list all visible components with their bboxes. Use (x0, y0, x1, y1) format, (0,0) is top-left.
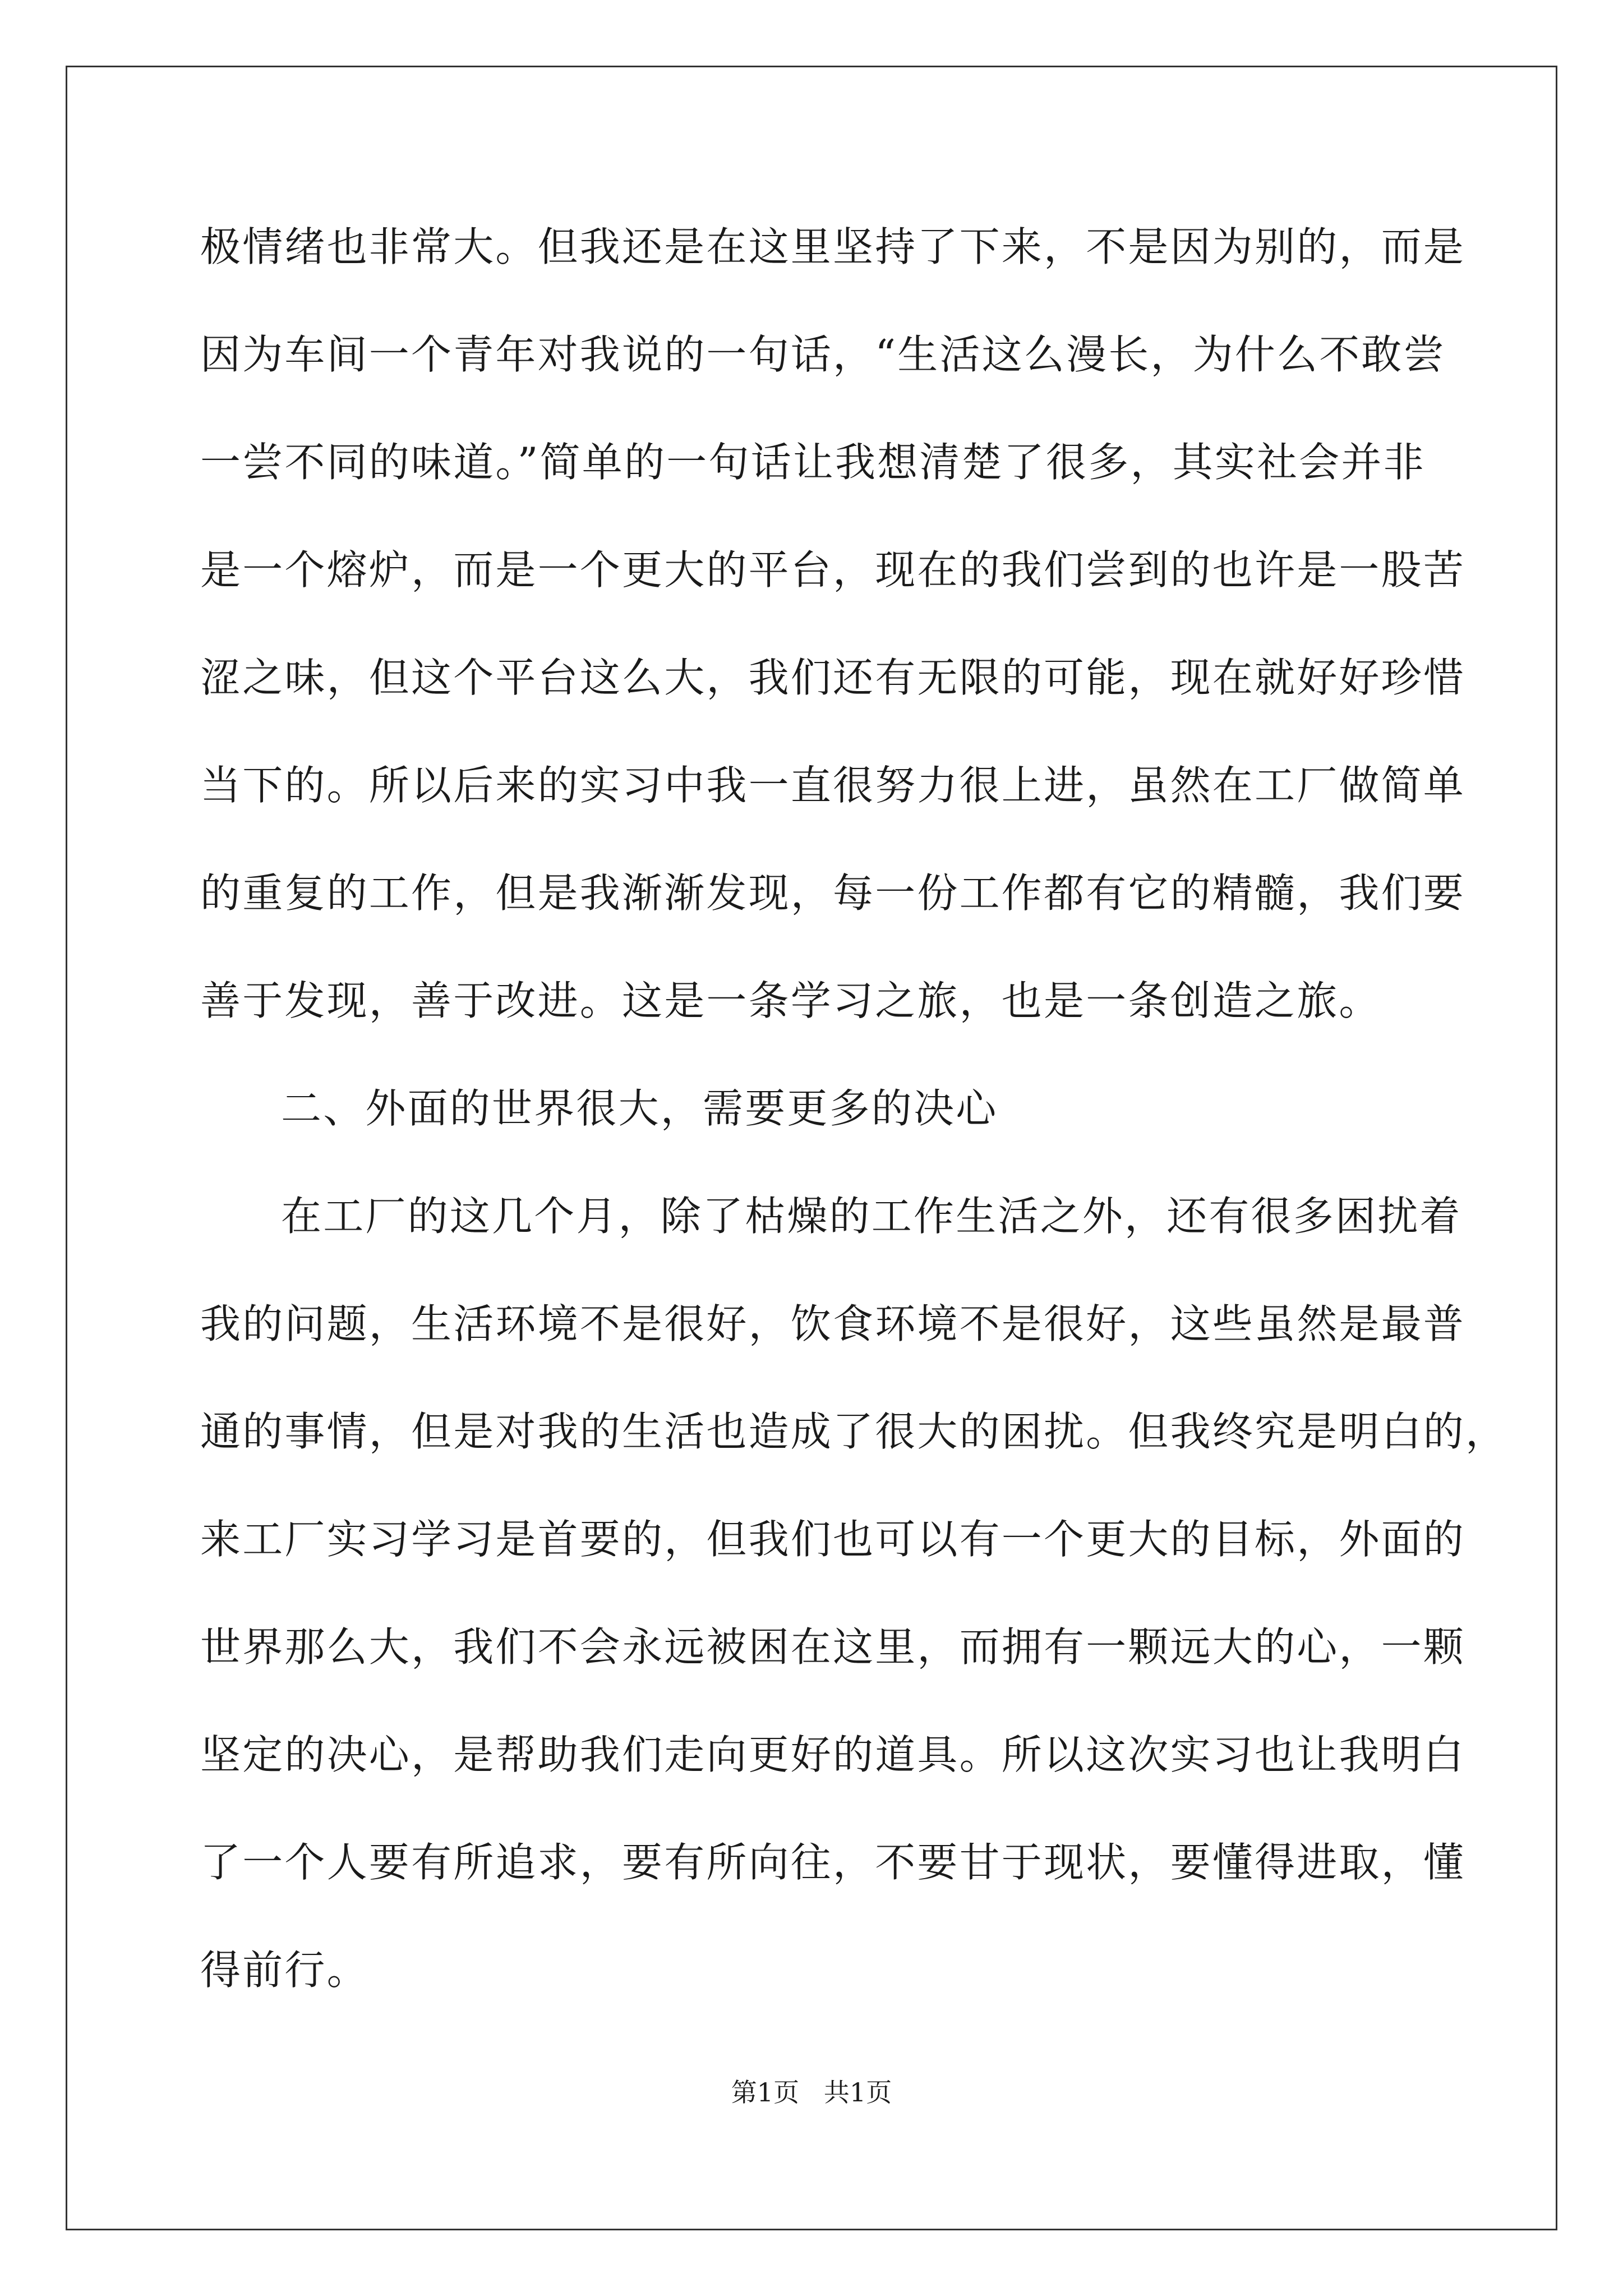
text-line: 得前行。 (200, 1947, 369, 1994)
text-line: 的重复的工作，但是我渐渐发现，每一份工作都有它的精髓，我们要 (200, 869, 1466, 917)
text-line: 了一个人要有所追求，要有所向往，不要甘于现状，要懂得进取，懂 (200, 1839, 1466, 1886)
section-heading: 二、外面的世界很大，需要更多的决心 (281, 1085, 998, 1132)
page-number-footer: 第1页 共1页 (731, 2077, 892, 2108)
text-line: 因为车间一个青年对我说的一句话，“生活这么漫长，为什么不敢尝 (200, 331, 1446, 378)
text-line: 我的问题，生活环境不是很好，饮食环境不是很好，这些虽然是最普 (200, 1300, 1466, 1347)
text-line: 通的事情，但是对我的生活也造成了很大的困扰。但我终究是明白的， (200, 1408, 1508, 1455)
text-line: 当下的。所以后来的实习中我一直很努力很上进，虽然在工厂做简单 (200, 762, 1466, 809)
page-border (66, 66, 1557, 2230)
text-line: 涩之味，但这个平台这么大，我们还有无限的可能，现在就好好珍惜 (200, 654, 1466, 701)
text-line: 在工厂的这几个月，除了枯燥的工作生活之外，还有很多困扰着 (281, 1193, 1462, 1240)
text-line: 坚定的决心，是帮助我们走向更好的道具。所以这次实习也让我明白 (200, 1731, 1466, 1778)
text-line: 极情绪也非常大。但我还是在这里坚持了下来，不是因为别的，而是 (200, 223, 1466, 270)
text-line: 一尝不同的味道。”简单的一句话让我想清楚了很多，其实社会并非 (200, 439, 1426, 486)
text-line: 来工厂实习学习是首要的，但我们也可以有一个更大的目标，外面的 (200, 1516, 1466, 1563)
text-line: 世界那么大，我们不会永远被困在这里，而拥有一颗远大的心，一颗 (200, 1623, 1466, 1671)
text-line: 善于发现，善于改进。这是一条学习之旅，也是一条创造之旅。 (200, 977, 1381, 1024)
text-line: 是一个熔炉，而是一个更大的平台，现在的我们尝到的也许是一股苦 (200, 546, 1466, 593)
